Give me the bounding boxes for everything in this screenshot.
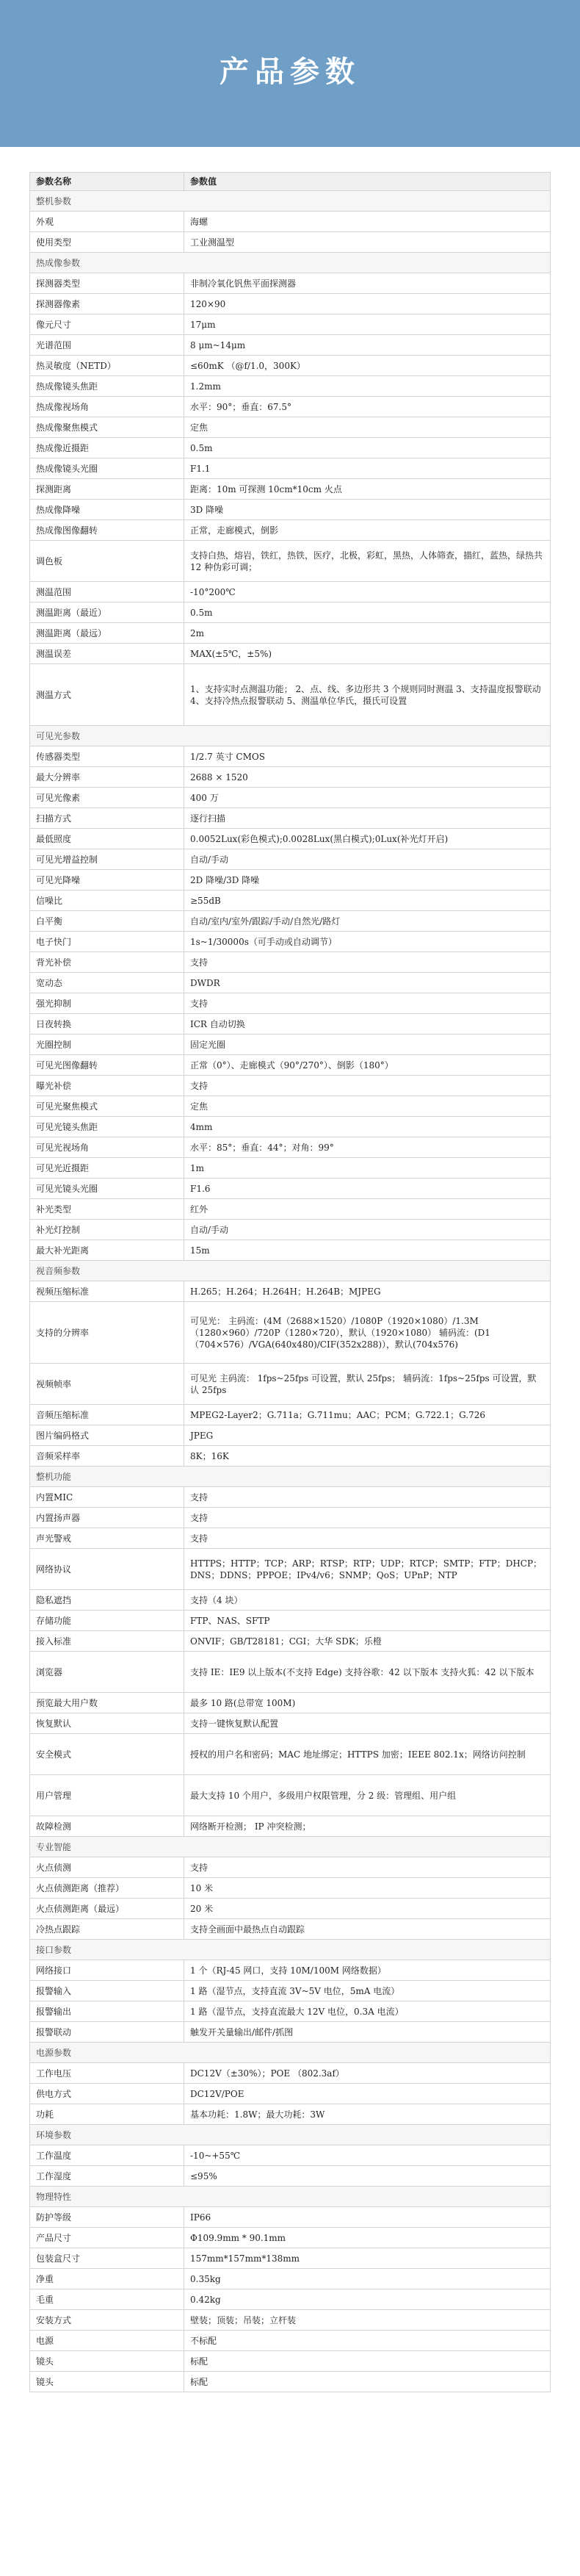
param-value: 1、支持实时点测温功能； 2、点、线、多边形共 3 个规则同时测温 3、支持温度报警联动 4、支持冷热点报警联动 5、测温单位华氏，摄氏可设置 [184,664,551,726]
param-value: 8K；16K [184,1446,551,1467]
param-value: 触发开关量输出/邮件/抓图 [184,2022,551,2043]
table-row [30,2228,551,2248]
param-value: 非制冷氧化钒焦平面探测器 [184,273,551,294]
param-name: 使用类型 [30,232,184,253]
param-name: 热成像聚焦模式 [30,417,184,438]
header-param-value: 参数值 [184,173,551,191]
table-row [30,1137,551,1158]
param-value: 1/2.7 英寸 CMOS [184,746,551,767]
param-value: 0.42kg [184,2289,551,2310]
param-value: 17μm [184,314,551,335]
param-name: 故障检测 [30,1816,184,1837]
param-value: 支持 [184,993,551,1014]
table-row [30,1590,551,1611]
section-row [30,2187,551,2207]
table-row [30,520,551,541]
table-row [30,1055,551,1076]
param-name: 工作湿度 [30,2166,184,2187]
table-row [30,602,551,623]
param-value: H.265；H.264；H.264H；H.264B；MJPEG [184,1281,551,1302]
param-name: 供电方式 [30,2084,184,2104]
table-row [30,1446,551,1467]
param-name: 工作温度 [30,2145,184,2166]
param-name: 视频压缩标准 [30,1281,184,1302]
param-value: 工业测温型 [184,232,551,253]
param-name: 毛重 [30,2289,184,2310]
table-row [30,1652,551,1693]
table-row [30,1611,551,1631]
param-name: 浏览器 [30,1652,184,1693]
param-value: 3D 降噪 [184,500,551,520]
table-row [30,1549,551,1590]
param-name: 可见光降噪 [30,870,184,891]
param-name: 可见光视场角 [30,1137,184,1158]
param-name: 热成像镜头光圈 [30,458,184,479]
table-row [30,870,551,891]
param-value: -10~+55℃ [184,2145,551,2166]
param-name: 网络接口 [30,1960,184,1981]
param-name: 冷热点跟踪 [30,1919,184,1940]
param-name: 可见光镜头光圈 [30,1179,184,1199]
param-name: 音频采样率 [30,1446,184,1467]
param-value: 支持 [184,952,551,973]
param-name: 火点侦测距离（推荐） [30,1878,184,1899]
section-title: 热成像参数 [30,253,551,273]
table-row [30,479,551,500]
section-row [30,2125,551,2145]
param-value: 400 万 [184,788,551,808]
param-value: -10°200℃ [184,582,551,602]
param-value: 支持全画面中最热点自动跟踪 [184,1919,551,1940]
param-name: 功耗 [30,2104,184,2125]
param-name: 最低照度 [30,829,184,849]
param-name: 报警输出 [30,2001,184,2022]
table-row [30,2248,551,2269]
table-row [30,2022,551,2043]
table-row [30,314,551,335]
section-row [30,726,551,746]
table-row [30,1035,551,1055]
param-name: 防护等级 [30,2207,184,2228]
table-row [30,2310,551,2331]
page-title: 产品参数 [220,55,360,89]
table-row [30,2063,551,2084]
param-name: 宽动态 [30,973,184,993]
param-name: 像元尺寸 [30,314,184,335]
table-row [30,438,551,458]
param-value: ≥55dB [184,891,551,911]
param-value: 不标配 [184,2331,551,2351]
param-name: 报警联动 [30,2022,184,2043]
param-value: 2688 × 1520 [184,767,551,788]
param-value: 授权的用户名和密码；MAC 地址绑定；HTTPS 加密；IEEE 802.1x；网络访问控制 [184,1734,551,1775]
param-value: 20 米 [184,1899,551,1919]
param-name: 可见光增益控制 [30,849,184,870]
param-value: 自动/室内/室外/跟踪/手动/自然光/路灯 [184,911,551,932]
table-row [30,1117,551,1137]
param-name: 测温距离（最远） [30,623,184,644]
section-title: 环境参数 [30,2125,551,2145]
param-name: 预览最大用户数 [30,1693,184,1713]
param-name: 工作电压 [30,2063,184,2084]
param-name: 火点侦测 [30,1857,184,1878]
param-name: 扫描方式 [30,808,184,829]
param-name: 光谱范围 [30,335,184,356]
param-name: 热成像图像翻转 [30,520,184,541]
param-value: 1 个（RJ-45 网口，支持 10M/100M 网络数据） [184,1960,551,1981]
section-title: 整机参数 [30,191,551,212]
param-name: 电源 [30,2331,184,2351]
param-value: 支持 [184,1076,551,1096]
param-value: 红外 [184,1199,551,1220]
param-value: HTTPS；HTTP；TCP；ARP；RTSP；RTP；UDP；RTCP；SMTP；FTP；DHCP；DNS；DDNS；PPPOE；IPv4/v6；SNMP；QoS；UPnP；NTP [184,1549,551,1590]
table-row [30,582,551,602]
table-row [30,273,551,294]
param-name: 净重 [30,2269,184,2289]
table-row [30,973,551,993]
param-name: 内置MIC [30,1487,184,1508]
spec-sheet [0,147,580,2576]
table-row [30,1508,551,1528]
param-name: 热成像视场角 [30,397,184,417]
param-name: 背光补偿 [30,952,184,973]
table-row [30,1693,551,1713]
header-banner [0,0,580,147]
param-value: 157mm*157mm*138mm [184,2248,551,2269]
section-title: 整机功能 [30,1467,551,1487]
param-value: F1.1 [184,458,551,479]
param-value: 2D 降噪/3D 降噪 [184,870,551,891]
table-row [30,1096,551,1117]
param-value: 可见光： 主码流：(4M（2688×1520）/1080P（1920×1080）/1.3M（1280×960）/720P（1280×720），默认（1920×1080） 辅码流：(D1（704×576）/VGA(640x480)/CIF(352x288)），默认(704x576) [184,1302,551,1364]
param-value: 标配 [184,2372,551,2392]
table-row [30,1281,551,1302]
param-value: 支持 IE：IE9 以上版本(不支持 Edge) 支持谷歌：42 以下版本 支持火狐：42 以下版本 [184,1652,551,1693]
param-value: F1.6 [184,1179,551,1199]
param-value: 定焦 [184,417,551,438]
param-name: 图片编码格式 [30,1425,184,1446]
param-value: ≤95% [184,2166,551,2187]
table-row [30,1775,551,1816]
param-value: ICR 自动切换 [184,1014,551,1035]
section-title: 可见光参数 [30,726,551,746]
section-title: 视音频参数 [30,1261,551,1281]
param-name: 测温范围 [30,582,184,602]
param-name: 网络协议 [30,1549,184,1590]
param-name: 报警输入 [30,1981,184,2001]
table-row [30,2372,551,2392]
param-name: 可见光聚焦模式 [30,1096,184,1117]
param-name: 传感器类型 [30,746,184,767]
param-name: 光圈控制 [30,1035,184,1055]
table-row [30,2331,551,2351]
param-name: 安装方式 [30,2310,184,2331]
param-value: 8 μm~14μm [184,335,551,356]
param-value: 距离：10m 可探测 10cm*10cm 火点 [184,479,551,500]
param-name: 测温误差 [30,644,184,664]
table-row [30,1199,551,1220]
param-value: 最多 10 路(总带宽 100M) [184,1693,551,1713]
table-row [30,1734,551,1775]
table-row [30,1405,551,1425]
table-row [30,1878,551,1899]
param-name: 可见光像素 [30,788,184,808]
table-header-row [30,173,551,191]
param-value: 1m [184,1158,551,1179]
table-row [30,1857,551,1878]
table-row [30,2351,551,2372]
table-row [30,993,551,1014]
table-row [30,664,551,726]
param-name: 支持的分辨率 [30,1302,184,1364]
param-name: 隐私遮挡 [30,1590,184,1611]
table-row [30,2289,551,2310]
spec-table [29,172,551,2392]
param-name: 最大分辨率 [30,767,184,788]
param-name: 恢复默认 [30,1713,184,1734]
param-value: MPEG2-Layer2；G.711a；G.711mu；AAC；PCM；G.722.1；G.726 [184,1405,551,1425]
table-row [30,335,551,356]
param-value: 水平：85°；垂直：44°；对角：99° [184,1137,551,1158]
param-name: 产品尺寸 [30,2228,184,2248]
param-name: 音频压缩标准 [30,1405,184,1425]
table-row [30,1487,551,1508]
table-row [30,417,551,438]
param-name: 声光警戒 [30,1528,184,1549]
param-value: 支持 [184,1857,551,1878]
param-name: 镜头 [30,2351,184,2372]
table-row [30,911,551,932]
param-name: 热成像近摄距 [30,438,184,458]
table-row [30,849,551,870]
param-name: 可见光镜头焦距 [30,1117,184,1137]
param-name: 探测器类型 [30,273,184,294]
table-row [30,212,551,232]
table-row [30,1960,551,1981]
param-name: 强光抑制 [30,993,184,1014]
param-name: 最大补光距离 [30,1240,184,1261]
table-row [30,1631,551,1652]
param-value: Φ109.9mm * 90.1mm [184,2228,551,2248]
param-value: 1 路（湿节点，支持直流 3V~5V 电位，5mA 电流） [184,1981,551,2001]
section-row [30,1940,551,1960]
param-name: 内置扬声器 [30,1508,184,1528]
table-row [30,356,551,376]
param-value: 正常（0°）、走廊模式（90°/270°）、倒影（180°） [184,1055,551,1076]
param-name: 安全模式 [30,1734,184,1775]
header-param-name: 参数名称 [30,173,184,191]
param-value: 逐行扫描 [184,808,551,829]
table-row [30,788,551,808]
table-row [30,1240,551,1261]
param-name: 包装盒尺寸 [30,2248,184,2269]
table-row [30,1528,551,1549]
param-name: 曝光补偿 [30,1076,184,1096]
table-row [30,1425,551,1446]
param-value: 120×90 [184,294,551,314]
param-value: JPEG [184,1425,551,1446]
section-title: 接口参数 [30,1940,551,1960]
table-row [30,2269,551,2289]
param-value: FTP、NAS、SFTP [184,1611,551,1631]
param-value: 固定光圈 [184,1035,551,1055]
param-value: 0.35kg [184,2269,551,2289]
section-row [30,191,551,212]
param-name: 火点侦测距离（最远） [30,1899,184,1919]
param-value: 自动/手动 [184,849,551,870]
table-row [30,1220,551,1240]
table-row [30,294,551,314]
param-name: 可见光近摄距 [30,1158,184,1179]
table-row [30,932,551,952]
param-value: 标配 [184,2351,551,2372]
section-title: 电源参数 [30,2043,551,2063]
param-name: 探测器像素 [30,294,184,314]
table-row [30,232,551,253]
param-value: ONVIF；GB/T28181；CGI；大华 SDK；乐橙 [184,1631,551,1652]
param-name: 测温方式 [30,664,184,726]
section-row [30,253,551,273]
param-name: 探测距离 [30,479,184,500]
table-row [30,1158,551,1179]
param-name: 接入标准 [30,1631,184,1652]
param-value: 网络断开检测； IP 冲突检测； [184,1816,551,1837]
table-row [30,500,551,520]
param-name: 外观 [30,212,184,232]
param-name: 存储功能 [30,1611,184,1631]
table-row [30,952,551,973]
table-row [30,1364,551,1405]
param-value: 支持（4 块） [184,1590,551,1611]
param-name: 用户管理 [30,1775,184,1816]
param-value: 海螺 [184,212,551,232]
param-name: 电子快门 [30,932,184,952]
table-row [30,2207,551,2228]
table-row [30,746,551,767]
param-value: 0.5m [184,438,551,458]
section-row [30,1467,551,1487]
table-row [30,2001,551,2022]
table-row [30,1899,551,1919]
table-row [30,623,551,644]
param-value: 自动/手动 [184,1220,551,1240]
param-name: 视频帧率 [30,1364,184,1405]
param-name: 热成像镜头焦距 [30,376,184,397]
section-row [30,2043,551,2063]
table-row [30,2104,551,2125]
param-value: 0.0052Lux(彩色模式);0.0028Lux(黑白模式);0Lux(补光灯开启) [184,829,551,849]
param-value: 4mm [184,1117,551,1137]
table-row [30,1179,551,1199]
param-name: 测温距离（最近） [30,602,184,623]
section-title: 物理特性 [30,2187,551,2207]
table-row [30,1076,551,1096]
table-row [30,397,551,417]
param-value: DC12V（±30%）；POE （802.3af） [184,2063,551,2084]
param-value: 可见光 主码流： 1fps~25fps 可设置，默认 25fps； 辅码流：1fps~25fps 可设置，默认 25fps [184,1364,551,1405]
param-value: 支持一键恢复默认配置 [184,1713,551,1734]
param-value: ≤60mK （@f/1.0，300K） [184,356,551,376]
table-row [30,1302,551,1364]
param-value: MAX(±5℃，±5%) [184,644,551,664]
param-name: 日夜转换 [30,1014,184,1035]
section-row [30,1837,551,1857]
table-row [30,767,551,788]
table-row [30,2145,551,2166]
table-row [30,2166,551,2187]
param-name: 热灵敏度（NETD） [30,356,184,376]
table-row [30,458,551,479]
table-row [30,891,551,911]
param-name: 可见光图像翻转 [30,1055,184,1076]
table-row [30,829,551,849]
param-name: 调色板 [30,541,184,582]
section-row [30,1261,551,1281]
param-value: 正常，走廊模式，倒影 [184,520,551,541]
param-value: DWDR [184,973,551,993]
param-value: DC12V/POE [184,2084,551,2104]
param-value: 壁装；顶装；吊装；立杆装 [184,2310,551,2331]
param-value: 最大支持 10 个用户，多级用户权限管理，分 2 级：管理组、用户组 [184,1775,551,1816]
table-row [30,376,551,397]
param-value: 水平：90°；垂直：67.5° [184,397,551,417]
param-name: 热成像降噪 [30,500,184,520]
param-name: 补光灯控制 [30,1220,184,1240]
param-name: 镜头 [30,2372,184,2392]
table-row [30,1014,551,1035]
param-name: 白平衡 [30,911,184,932]
table-row [30,1713,551,1734]
table-row [30,541,551,582]
table-row [30,2084,551,2104]
table-row [30,808,551,829]
table-row [30,644,551,664]
param-value: 10 米 [184,1878,551,1899]
param-value: 15m [184,1240,551,1261]
param-value: 1 路（湿节点，支持直流最大 12V 电位，0.3A 电流） [184,2001,551,2022]
param-value: 2m [184,623,551,644]
param-value: 定焦 [184,1096,551,1117]
section-title: 专业智能 [30,1837,551,1857]
param-value: 支持 [184,1508,551,1528]
param-value: 支持 [184,1528,551,1549]
param-name: 信噪比 [30,891,184,911]
param-value: 1s~1/30000s（可手动或自动调节） [184,932,551,952]
param-value: 基本功耗：1.8W；最大功耗：3W [184,2104,551,2125]
table-row [30,1919,551,1940]
param-name: 补光类型 [30,1199,184,1220]
table-row [30,1981,551,2001]
table-row [30,1816,551,1837]
param-value: 1.2mm [184,376,551,397]
param-value: 支持 [184,1487,551,1508]
param-value: 支持白热，熔岩，铁红，热铁，医疗，北极，彩虹，黑热，人体筛查，描红，蓝热，绿热共 12 种伪彩可调； [184,541,551,582]
param-value: IP66 [184,2207,551,2228]
param-value: 0.5m [184,602,551,623]
